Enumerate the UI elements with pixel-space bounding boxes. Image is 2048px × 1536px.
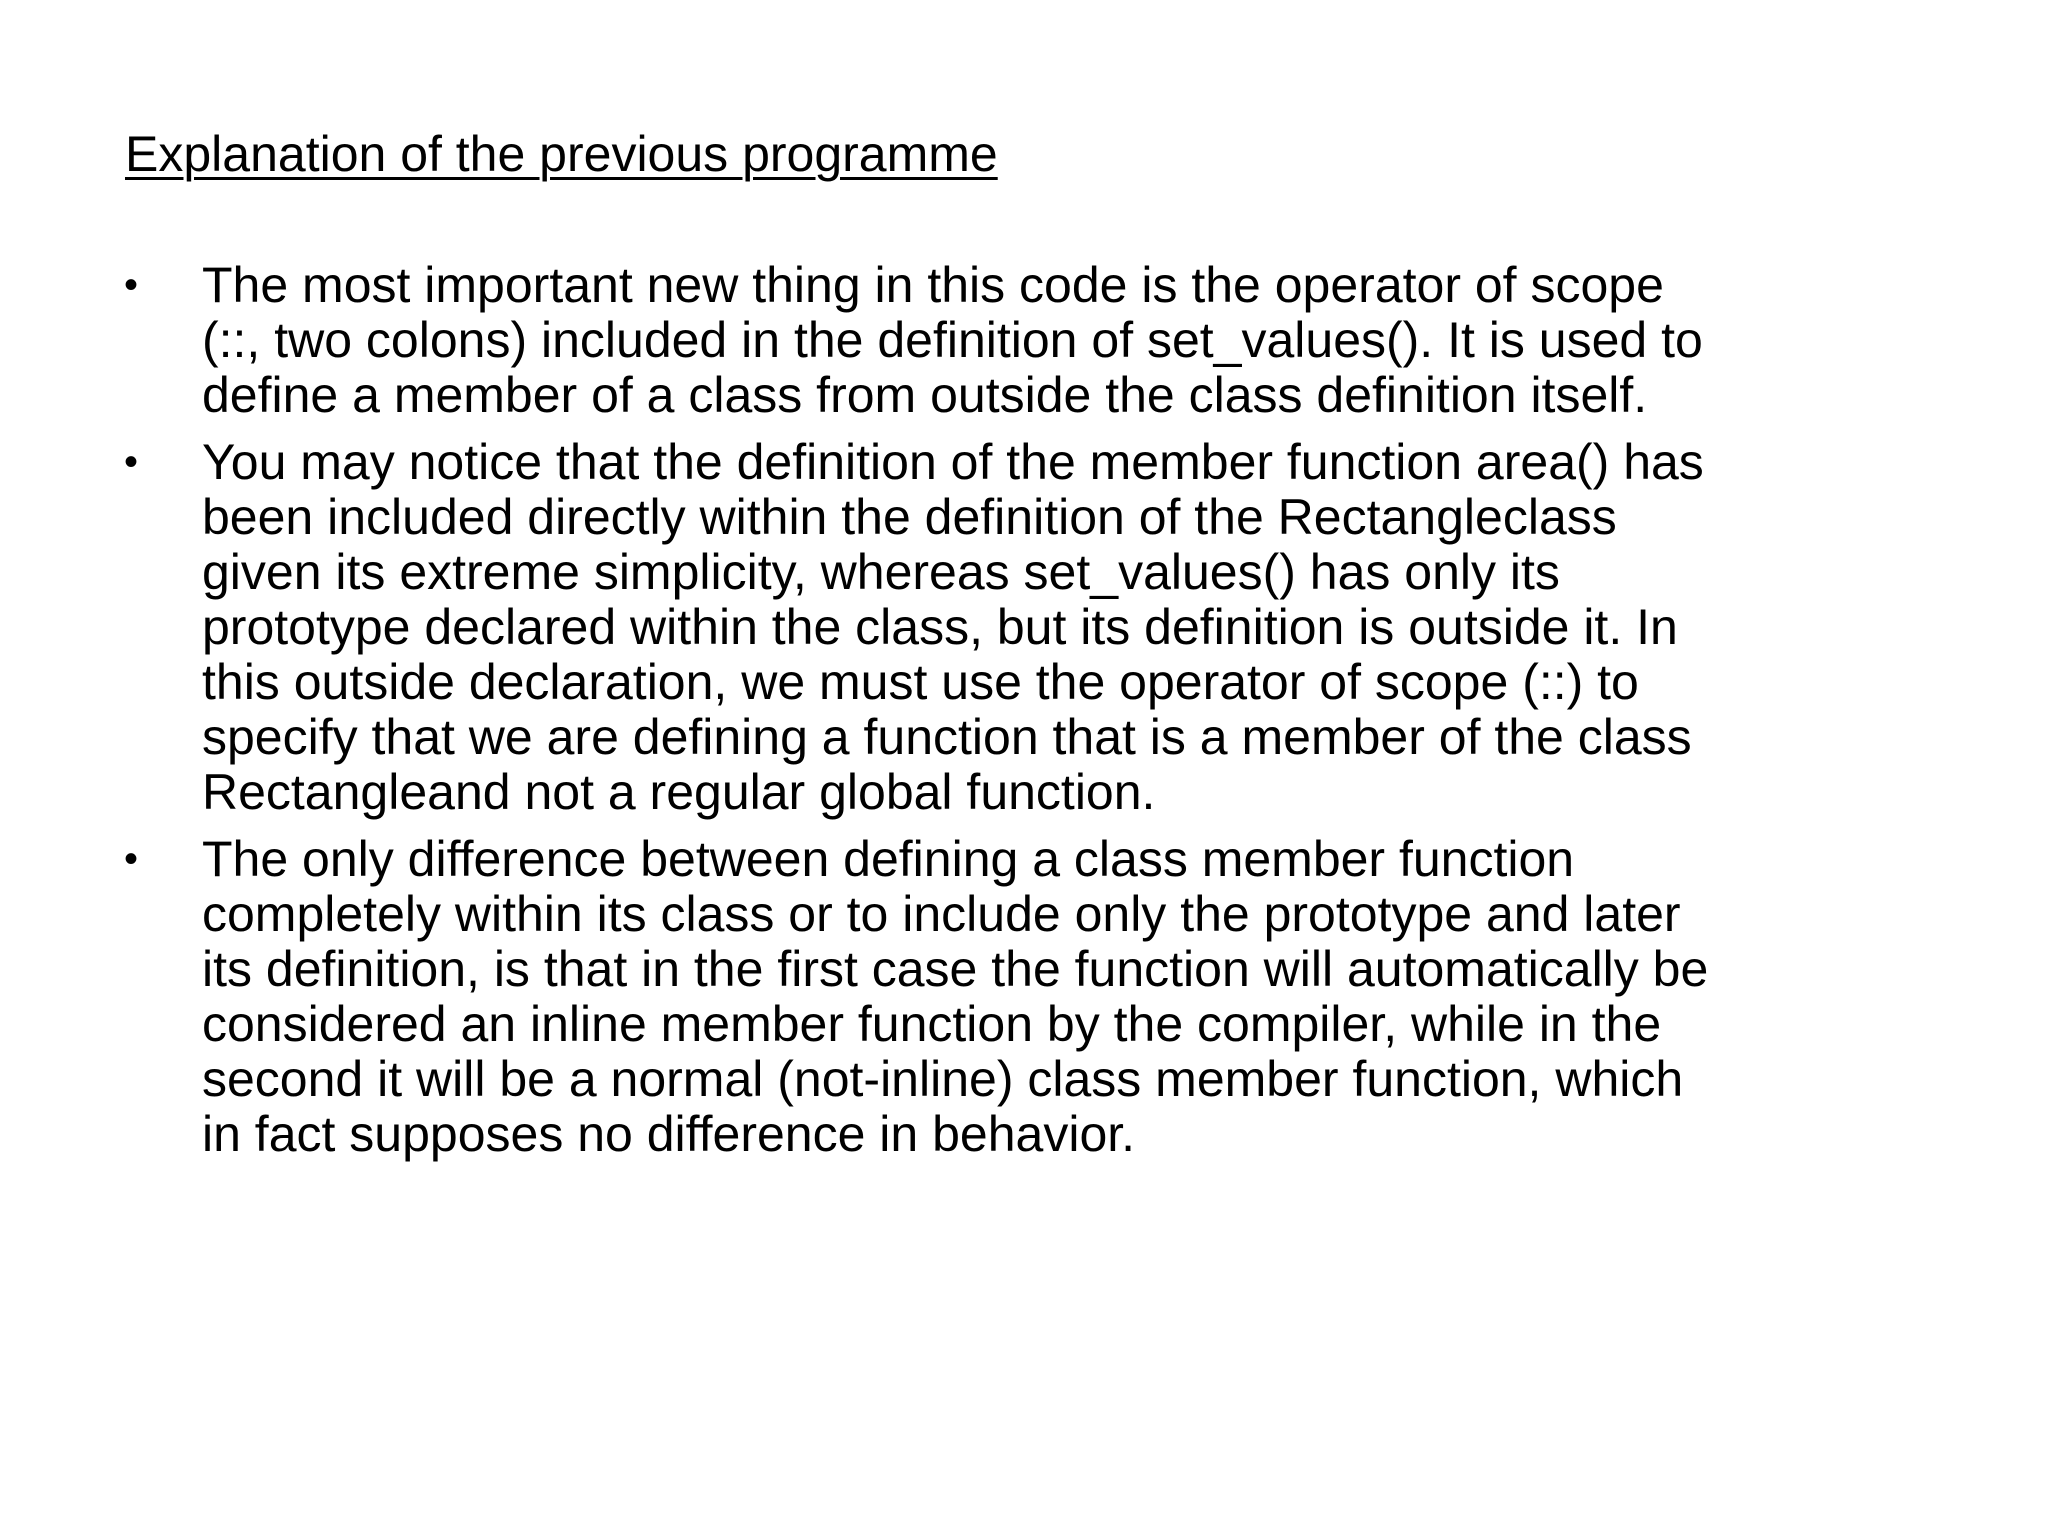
bullet-list	[118, 258, 1958, 1174]
bullet-line: in fact supposes no difference in behavior.	[202, 1106, 1136, 1162]
bullet-line: define a member of a class from outside the class definition itself.	[202, 367, 1648, 423]
bullet-line: The only difference between defining a class member function	[202, 831, 1575, 887]
bullet-line: Rectangleand not a regular global function.	[202, 764, 1156, 820]
bullet-line: second it will be a normal (not-inline) class member function, which	[202, 1051, 1684, 1107]
bullet-line: completely within its class or to include only the prototype and later	[202, 886, 1681, 942]
bullet-marker: •	[124, 263, 139, 307]
bullet-marker: •	[124, 440, 139, 484]
slide-heading: Explanation of the previous programme	[125, 126, 998, 182]
bullet-item	[118, 258, 1958, 423]
bullet-line: considered an inline member function by the compiler, while in the	[202, 996, 1662, 1052]
bullet-item	[118, 435, 1958, 820]
bullet-line: this outside declaration, we must use the operator of scope (::) to	[202, 654, 1639, 710]
bullet-item	[118, 832, 1958, 1162]
bullet-line: given its extreme simplicity, whereas set_values() has only its	[202, 544, 1560, 600]
bullet-line: (::, two colons) included in the definition of set_values(). It is used to	[202, 312, 1703, 368]
bullet-line: prototype declared within the class, but its definition is outside it. In	[202, 599, 1678, 655]
bullet-line: You may notice that the definition of the member function area() has	[202, 434, 1704, 490]
bullet-line: been included directly within the definition of the Rectangleclass	[202, 489, 1617, 545]
bullet-marker: •	[124, 837, 139, 881]
bullet-line: The most important new thing in this code is the operator of scope	[202, 257, 1664, 313]
bullet-line: its definition, is that in the first case the function will automatically be	[202, 941, 1709, 997]
bullet-line: specify that we are defining a function that is a member of the class	[202, 709, 1692, 765]
